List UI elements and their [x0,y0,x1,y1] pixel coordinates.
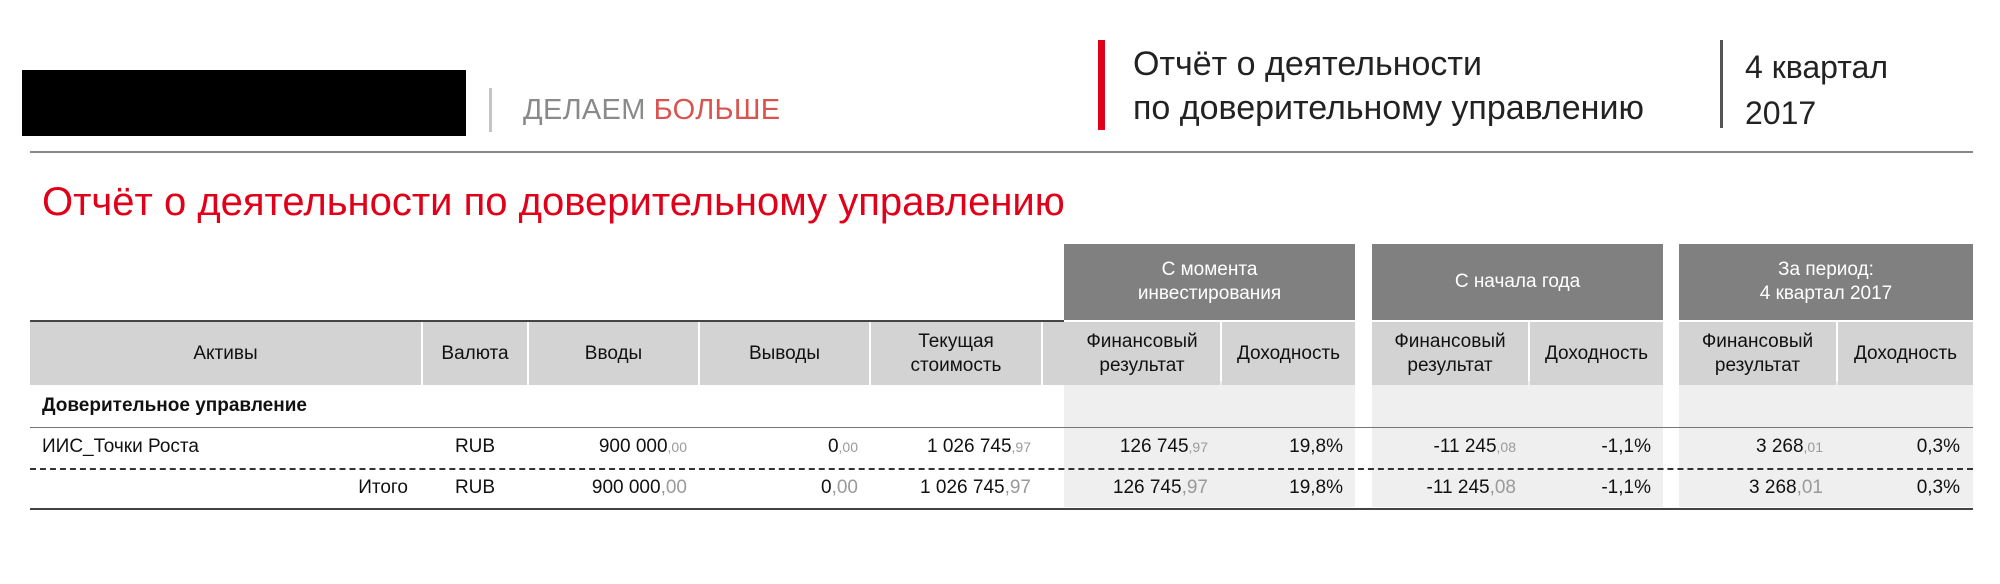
row-fin2-int: -11 245 [1433,436,1497,457]
row-asset-name: ИИС_Точки Роста [42,436,199,457]
total-value-dec: ,97 [1004,477,1031,498]
row-fin-result-2 [1372,436,1516,458]
row-yield-1: 19,8% [1289,436,1343,457]
group2-label: С начала года [1454,271,1581,292]
total-current-value [871,477,1031,499]
col-currency-label: Валюта [441,342,509,364]
total-fin2-dec: ,08 [1489,477,1516,498]
col-current-line1: Текущая [918,330,994,352]
period-divider [1720,40,1723,128]
total-fin3-dec: ,01 [1796,477,1823,498]
col-current-line2: стоимость [910,354,1002,376]
total-fin1-dec: ,97 [1181,477,1208,498]
col-yield1-label: Доходность [1236,342,1341,364]
group1-line2: инвестирования [1137,283,1282,304]
col-header-current-value [871,322,1041,385]
group-header-ytd [1372,244,1663,320]
tagline-red: БОЛЬШЕ [653,94,781,126]
group-header-period [1679,244,1973,320]
total-inputs [529,477,687,499]
row-current-value [871,436,1031,458]
row-outputs-int: 0 [827,436,839,457]
row-fin1-int: 126 745 [1119,436,1189,457]
row-fin3-int: 3 268 [1755,436,1804,457]
redacted-logo [22,70,466,136]
header-rule [30,151,1973,153]
row-currency: RUB [454,436,496,457]
col-header-fin-result-3 [1679,322,1836,385]
col-header-spacer [1043,322,1064,385]
total-label: Итого [358,477,408,498]
row-outputs-dec: ,00 [838,439,858,455]
col-assets-label: Активы [193,342,258,364]
row-value-dec: ,97 [1011,439,1031,455]
col-inputs-label: Вводы [584,342,643,364]
header-divider [489,88,492,132]
accent-bar [1098,40,1105,130]
section-label: Доверительное управление [42,395,307,416]
page-title: Отчёт о деятельности по доверительному управлению [42,180,1065,224]
col-header-inputs [529,322,698,385]
col-outputs-label: Выводы [748,342,821,364]
col-fin3-line2: результат [1714,354,1801,376]
col-fin2-line1: Финансовый [1394,330,1506,352]
group3-line2: 4 квартал 2017 [1759,283,1893,304]
total-inputs-int: 900 000 [591,477,661,498]
col-header-yield-2 [1530,322,1663,385]
row-outputs [700,436,858,458]
total-dashed-rule [30,468,1973,470]
header-title-line1: Отчёт о деятельности [1133,45,1482,83]
period-line2: 2017 [1745,95,1817,131]
tagline [523,94,780,127]
row-yield-2: -1,1% [1601,436,1651,457]
header-title [1133,42,1644,130]
total-fin1-int: 126 745 [1112,477,1182,498]
total-currency: RUB [454,477,496,498]
total-fin-result-1 [1064,477,1208,499]
row-inputs-int: 900 000 [598,436,668,457]
col-yield2-label: Доходность [1544,342,1649,364]
total-outputs [700,477,858,499]
header-title-line2: по доверительному управлению [1133,89,1644,127]
group1-line1: С момента [1161,259,1258,280]
row-inputs [529,436,687,458]
row-fin1-dec: ,97 [1188,439,1208,455]
total-fin-result-2 [1372,477,1516,499]
tagline-grey: ДЕЛАЕМ [523,94,646,126]
col-header-fin-result-2 [1372,322,1528,385]
col-yield3-label: Доходность [1853,342,1958,364]
group3-line1: За период: [1778,259,1874,280]
period-line1: 4 квартал [1745,49,1888,85]
total-yield-1: 19,8% [1289,477,1343,498]
col-fin3-line1: Финансовый [1701,330,1814,352]
col-fin1-line2: результат [1099,354,1185,376]
row-value-int: 1 026 745 [927,436,1012,457]
total-inputs-dec: ,00 [660,477,687,498]
col-header-yield-1 [1222,322,1355,385]
total-outputs-dec: ,00 [831,477,858,498]
group-header-since-inception [1064,244,1355,320]
total-value-int: 1 026 745 [920,477,1005,498]
section-rule [30,427,1973,428]
col-header-outputs [700,322,869,385]
row-inputs-dec: ,00 [667,439,687,455]
row-fin2-dec: ,08 [1496,439,1516,455]
total-fin2-int: -11 245 [1426,477,1490,498]
row-fin-result-1 [1064,436,1208,458]
col-header-yield-3 [1838,322,1973,385]
col-fin2-line2: результат [1407,354,1493,376]
col-header-fin-result-1 [1064,322,1220,385]
total-outputs-int: 0 [821,477,832,498]
total-yield-3: 0,3% [1916,477,1960,498]
row-yield-3: 0,3% [1916,436,1960,457]
total-fin-result-3 [1679,477,1823,499]
col-fin1-line1: Финансовый [1086,330,1198,352]
row-fin-result-3 [1679,436,1823,458]
table-bottom-rule [30,508,1973,510]
total-fin3-int: 3 268 [1749,477,1797,498]
row-fin3-dec: ,01 [1803,439,1823,455]
col-header-currency [423,322,527,385]
header-period [1745,44,1888,136]
total-yield-2: -1,1% [1601,477,1651,498]
col-header-assets [30,322,421,385]
